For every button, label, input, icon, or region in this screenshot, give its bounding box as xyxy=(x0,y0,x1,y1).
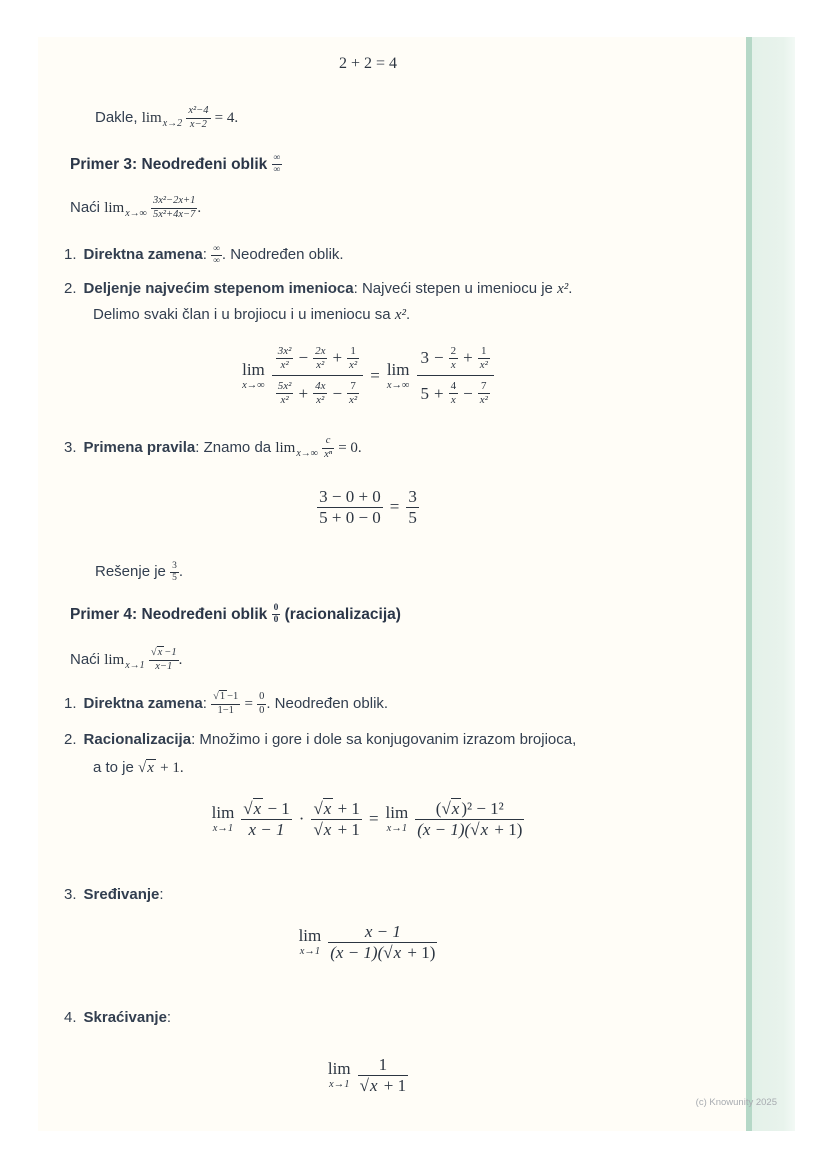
paragraph-find-limit-4 xyxy=(70,645,182,681)
fraction xyxy=(170,561,179,584)
sentence-period: . xyxy=(178,652,183,668)
operator: + xyxy=(463,348,473,368)
equals-sign: = xyxy=(368,809,379,829)
step-name: Racionalizacija xyxy=(83,731,192,748)
green-edge-stripe xyxy=(746,37,795,1131)
step-text: . Neodređen oblik. xyxy=(221,246,344,263)
square-root: √x xyxy=(313,799,332,818)
list-item-skracivanje xyxy=(64,1003,171,1033)
fraction: $\frac{2x}{\text{x²}}$ xyxy=(315,345,326,371)
numerator: √x − 1 xyxy=(243,799,290,818)
dakle-suffix: = 4. xyxy=(214,110,239,126)
numerator: 0 xyxy=(257,691,266,704)
big-numerator xyxy=(272,345,363,376)
limit-subscript: x→∞ xyxy=(125,208,147,219)
square-root: √x xyxy=(441,799,460,818)
list-item-direktna-zamena-3 xyxy=(64,240,344,270)
numerator: 0 xyxy=(273,603,279,614)
list-item-sredjivanje xyxy=(64,880,164,910)
paragraph-resenje xyxy=(95,557,183,587)
step-period: . xyxy=(405,306,411,323)
fraction: $\frac{2}{x}$ xyxy=(450,345,457,371)
limit-operator: lim x→1 xyxy=(327,1058,351,1090)
fraction xyxy=(151,195,197,220)
limit-operator: lim x→1 xyxy=(298,925,322,957)
limit-operator: lim x→∞ xyxy=(386,359,410,391)
big-numerator xyxy=(417,345,494,376)
denominator: x − 1 xyxy=(248,819,285,839)
paragraph-dakle-result xyxy=(95,103,238,139)
limit-operator: lim xyxy=(275,440,296,456)
heading-primer-3 xyxy=(70,151,282,179)
numerator: √1 −1 xyxy=(211,691,240,704)
fraction xyxy=(149,647,179,672)
step-text: a to je xyxy=(93,759,134,776)
list-item-primena-pravila xyxy=(64,433,362,469)
display-formula-rationalization xyxy=(38,799,698,839)
step-text: Množimo i gore i dole sa konjugovanim izrazom brojioca, xyxy=(199,731,577,748)
limit-operator: lim x→1 xyxy=(211,802,235,834)
heading-text: Primer 4: Neodređeni oblik xyxy=(70,606,268,623)
math-x-squared: x² xyxy=(557,281,569,297)
step-colon: : xyxy=(191,731,196,748)
denominator: x−1 xyxy=(155,660,173,672)
square-root: √x xyxy=(243,799,262,818)
limit-operator: lim xyxy=(104,652,125,668)
equals-sign: = xyxy=(244,696,253,712)
step-name: Deljenje najvećim stepenom imenioca xyxy=(83,280,354,297)
step-colon: : xyxy=(195,439,200,456)
operator: + xyxy=(298,383,309,403)
denominator: 5 xyxy=(172,572,177,583)
list-number: 4. xyxy=(64,1009,77,1026)
fraction: $\frac{7}{\text{x²}}$ xyxy=(349,380,358,406)
denominator: xⁿ xyxy=(324,448,333,460)
fraction: $\frac{\text{5x²}}{\text{x²}}$ xyxy=(277,380,292,406)
result-prefix: Rešenje je xyxy=(95,563,166,580)
step-colon: : xyxy=(202,246,207,263)
numerator: 3x²−2x+1 xyxy=(151,195,197,208)
big-fraction xyxy=(272,345,363,407)
numerator: ∞ xyxy=(273,153,281,164)
limit-operator: lim xyxy=(104,200,125,216)
denominator: x−2 xyxy=(189,118,207,130)
fraction: $\frac{7}{\text{x²}}$ xyxy=(479,380,488,406)
step-colon: : xyxy=(159,886,164,903)
operator: − xyxy=(332,383,343,403)
display-formula-canceled xyxy=(38,1055,698,1095)
denominator: 5 + 0 − 0 xyxy=(319,507,381,527)
step-period: . xyxy=(568,280,573,297)
numerator: c xyxy=(322,435,334,448)
square-root: √x xyxy=(313,819,332,839)
square-root: √x xyxy=(359,1075,378,1095)
fraction xyxy=(257,691,266,716)
square-root: √x xyxy=(470,819,489,839)
sentence-period: . xyxy=(178,563,183,580)
numerator: √x + 1 xyxy=(313,799,360,818)
fraction xyxy=(317,487,383,527)
numerator: x − 1 xyxy=(328,922,437,943)
dot-operator: · xyxy=(298,809,305,829)
numerator: √x −1 xyxy=(149,647,179,660)
denominator: 1−1 xyxy=(217,704,234,716)
denominator: ∞ xyxy=(273,165,281,176)
list-number: 3. xyxy=(64,439,77,456)
display-formula-evaluated xyxy=(38,487,698,527)
numerator: 3 xyxy=(172,560,177,571)
denominator: (x − 1)(√x + 1) xyxy=(330,942,436,962)
denominator: 5 xyxy=(408,507,417,527)
fraction xyxy=(272,153,283,176)
equals-sign: = xyxy=(370,365,380,385)
operator: + xyxy=(332,348,343,368)
list-item-racionalizacija xyxy=(64,725,576,755)
list-item-deljenje-line2 xyxy=(93,300,410,330)
list-number: 2. xyxy=(64,731,77,748)
numerator: 3 xyxy=(408,487,417,506)
numerator: 3 − 0 + 0 xyxy=(319,487,381,506)
fraction xyxy=(406,487,419,527)
operator: + xyxy=(434,383,444,403)
math-x-squared: x² xyxy=(394,307,406,323)
denominator: (x − 1)(√x + 1) xyxy=(417,819,523,839)
document-page xyxy=(38,37,795,1131)
fraction: $\frac{4x}{\text{x²}}$ xyxy=(315,380,326,406)
list-number: 1. xyxy=(64,246,77,263)
limit-operator: lim x→∞ xyxy=(242,359,265,391)
step-colon: : xyxy=(166,1009,172,1026)
plus-one: + 1. xyxy=(160,760,184,776)
numerator: x²−4 xyxy=(186,105,210,118)
heading-primer-4 xyxy=(70,601,401,629)
step-text: . Neodređen oblik. xyxy=(266,695,389,712)
big-denominator xyxy=(417,376,494,406)
square-root: √x xyxy=(150,647,163,659)
denominator: √x + 1 xyxy=(359,1075,407,1095)
operator: − xyxy=(298,348,309,368)
list-number: 3. xyxy=(64,886,77,903)
display-formula-simplified xyxy=(38,922,698,962)
fraction xyxy=(328,922,437,962)
denominator: 0 xyxy=(273,615,279,626)
operator: − xyxy=(434,348,444,368)
denominator: 5x²+4x−7 xyxy=(152,208,196,220)
fraction xyxy=(186,105,210,130)
numerator: ∞ xyxy=(213,243,220,254)
step-text: Delimo svaki član i u brojiocu i u imeniocu sa xyxy=(93,306,391,323)
fraction xyxy=(241,799,291,839)
step-name: Direktna zamena xyxy=(83,695,203,712)
display-equation-sum xyxy=(38,55,698,73)
limit-subscript: x→1 xyxy=(125,660,145,671)
fraction: $\frac{\text{3x²}}{\text{x²}}$ xyxy=(277,345,292,371)
fraction xyxy=(415,799,524,839)
square-root: √1 xyxy=(213,691,226,703)
find-prefix: Naći xyxy=(70,651,101,668)
limit-subscript: x→∞ xyxy=(296,448,318,459)
square-root: √x xyxy=(138,760,154,776)
equation-text: 2 + 2 = 4 xyxy=(338,55,398,72)
heading-tail: (racionalizacija) xyxy=(284,606,401,623)
big-fraction xyxy=(417,345,494,407)
equals-sign: = xyxy=(389,497,400,517)
fraction xyxy=(272,603,281,626)
step-colon: : xyxy=(202,695,207,712)
step-text: Znamo da xyxy=(203,439,272,456)
step-colon: : xyxy=(353,280,358,297)
denominator: 0 xyxy=(259,704,265,716)
list-item-racionalizacija-line2 xyxy=(93,753,184,783)
step-name: Skraćivanje xyxy=(83,1009,167,1026)
square-root: √x xyxy=(383,942,402,962)
radical-sign: √ xyxy=(213,691,219,703)
dakle-prefix: Dakle, xyxy=(95,109,138,126)
limit-operator: lim xyxy=(141,110,162,126)
limit-operator: lim x→1 xyxy=(385,802,409,834)
list-item-direktna-zamena-4 xyxy=(64,689,388,719)
term: 3 xyxy=(420,348,429,368)
step-name: Primena pravila xyxy=(83,439,196,456)
step-text: Najveći stepen u imeniocu je xyxy=(361,280,553,297)
footer-copyright: (c) Knowunity 2025 xyxy=(695,1097,777,1108)
fraction: $\frac{4}{x}$ xyxy=(450,380,457,406)
limit-subscript: x→2 xyxy=(162,118,183,129)
fraction: $\frac{1}{\text{x²}}$ xyxy=(479,345,488,371)
big-denominator xyxy=(272,376,363,406)
paragraph-find-limit-3 xyxy=(70,193,201,229)
sentence-period: . xyxy=(197,200,202,216)
step-name: Direktna zamena xyxy=(83,246,203,263)
list-number: 1. xyxy=(64,695,77,712)
heading-text: Primer 3: Neodređeni oblik xyxy=(70,156,268,173)
numerator: 1 xyxy=(358,1055,408,1076)
denominator: ∞ xyxy=(213,255,220,266)
radical-sign: √ xyxy=(138,760,147,776)
operator: − xyxy=(463,383,473,403)
numerator: (√x )² − 1² xyxy=(415,799,524,820)
list-number: 2. xyxy=(64,280,77,297)
fraction: $\frac{1}{\text{x²}}$ xyxy=(349,345,358,371)
step-name: Sređivanje xyxy=(83,886,160,903)
term: 5 xyxy=(420,383,429,403)
denominator: √x + 1 xyxy=(313,819,360,839)
fraction xyxy=(322,435,334,460)
fraction xyxy=(211,691,240,716)
fraction xyxy=(311,799,361,839)
equals-zero: = 0. xyxy=(338,440,362,456)
radical-sign: √ xyxy=(150,647,157,659)
display-formula-division-by-x2 xyxy=(38,345,698,407)
fraction xyxy=(211,244,222,267)
find-prefix: Naći xyxy=(70,199,101,216)
fraction xyxy=(358,1055,408,1095)
